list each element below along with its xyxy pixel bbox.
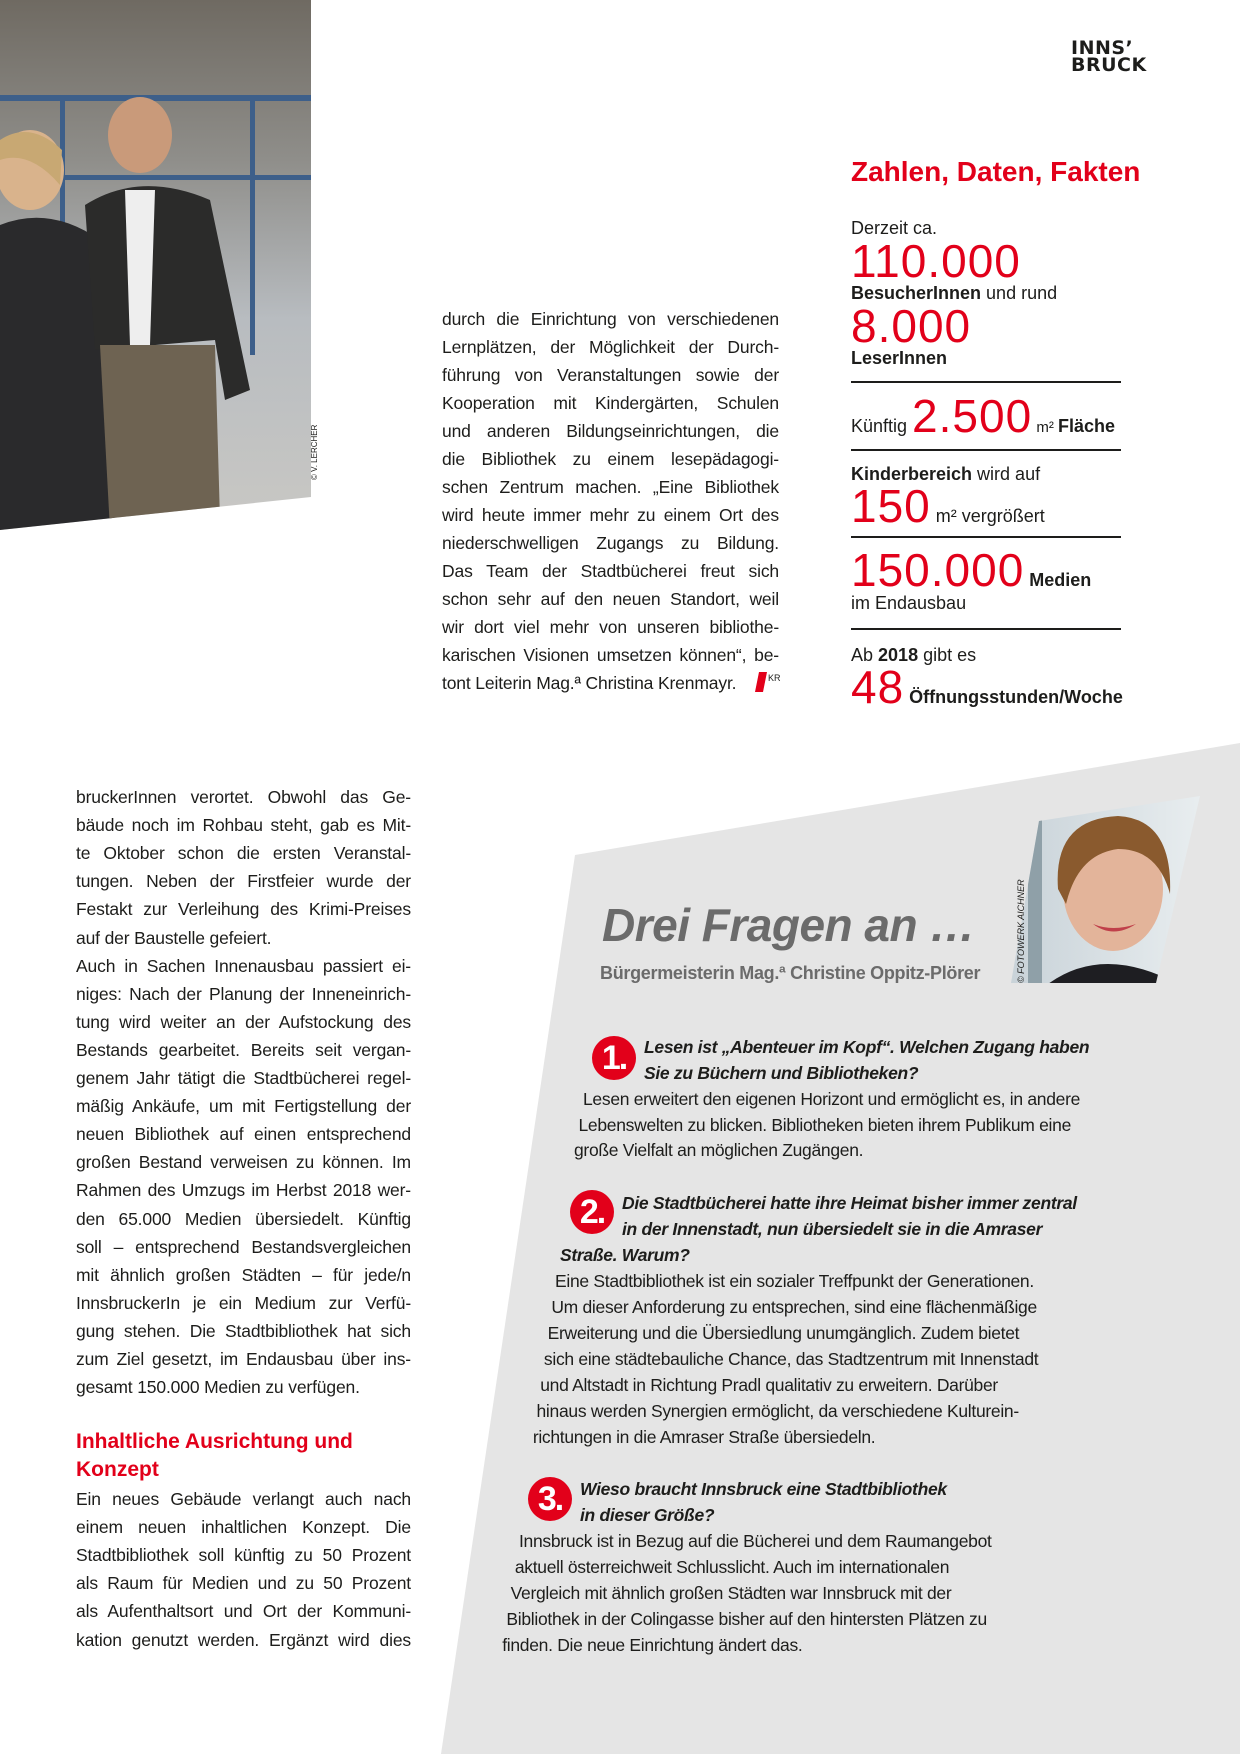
text-line: Kooperation mit Kindergärten, Schulen — [442, 393, 779, 413]
fact-area — [851, 390, 1116, 451]
fact-hours-bold: Öffnungsstunden/Woche — [904, 687, 1123, 707]
fact-hours — [851, 661, 1123, 720]
fact-media-number: 150.000 — [851, 544, 1025, 596]
logo-line-2: BRUCK — [1071, 54, 1147, 76]
text-line: Lesen ist „Abenteuer im Kopf“. Welchen Zugang haben — [644, 1037, 1090, 1057]
text-line: niges: Nach der Planung der Inneneinrich- — [76, 983, 411, 1004]
text-line: großen Bestand verweisen zu können. Im — [76, 1152, 411, 1173]
text-line: und Altstadt in Richtung Pradl qualitativ zu erweitern. Darüber — [540, 1375, 998, 1395]
fact-kids-tail: wird auf — [972, 464, 1041, 484]
text-line: Bibliothek in der Colingasse bisher auf den hintersten Plätzen zu — [506, 1609, 987, 1629]
mayor-portrait — [1008, 794, 1204, 986]
fact-hours-year: 2018 — [878, 645, 919, 665]
text-line: Stadtbibliothek soll künftig zu 50 Prozent — [76, 1545, 411, 1566]
text-line: wird heute immer mehr zu einem Ort des — [442, 505, 779, 525]
text-line: Eine Stadtbibliothek ist ein sozialer Treffpunkt der Generationen. — [555, 1271, 1034, 1291]
fact-readers-label: LeserInnen — [851, 348, 948, 368]
text-line: Erweiterung und die Übersiedlung unumgänglich. Zudem bietet — [547, 1323, 1020, 1343]
text-line: als Raum für Medien und zu 50 Prozent — [76, 1573, 411, 1594]
text-line: und anderen Bildungseinrichtungen, die — [442, 421, 779, 441]
fact-area-unit: m² — [1032, 419, 1058, 436]
fact-kids-area — [851, 480, 1045, 539]
text-line: neuen Bibliothek auf einen entsprechend — [76, 1124, 411, 1145]
interview-subtitle: Bürgermeisterin Mag.ª Christine Oppitz-Plörer — [600, 963, 981, 983]
text-line: schon sehr auf den neuen Standort, weil — [442, 589, 779, 609]
text-line: schen Zentrum machen. „Eine Bibliothek — [442, 477, 779, 497]
question-number-3: 3. — [528, 1477, 572, 1521]
portrait-credit: © FOTOWERK AICHNER — [1016, 879, 1026, 983]
text-line: die Bibliothek zu einem lesepädagogi- — [442, 449, 779, 469]
fact-visitors-tail: und rund — [981, 283, 1058, 303]
text-line: gung stehen. Die Stadtbibliothek hat sich — [76, 1320, 411, 1341]
divider — [851, 449, 1121, 451]
text-line: auf der Baustelle gefeiert. — [76, 927, 272, 948]
text-line: gesamt 150.000 Medien zu verfügen. — [76, 1377, 360, 1398]
text-line: Wieso braucht Innsbruck eine Stadtbibliothek — [580, 1479, 947, 1499]
text-line: Um dieser Anforderung zu entsprechen, sind eine flächenmäßige — [551, 1297, 1037, 1317]
text-line: bruckerInnen verortet. Obwohl das Ge- — [76, 787, 411, 807]
question-number-2: 2. — [570, 1190, 614, 1234]
question-2 — [560, 1190, 1077, 1268]
logo-line-1: INNS’ — [1071, 37, 1134, 59]
text-line: Das Team der Stadtbücherei freut sich — [442, 561, 779, 581]
construction-site-photo — [0, 0, 312, 532]
text-line: finden. Die neue Einrichtung ändert das. — [502, 1635, 803, 1655]
text-line: Vergleich mit ähnlich großen Städten war Innsbruck mit der — [510, 1583, 952, 1603]
text-line: kation genutzt werden. Ergänzt wird dies — [76, 1629, 411, 1650]
fact-hours-tail: gibt es — [918, 645, 977, 665]
text-line: führung von Veranstaltungen sowie der — [442, 365, 779, 385]
divider — [851, 381, 1121, 383]
text-line: hinaus werden Synergien ermöglicht, da verschiedene Kulturein- — [536, 1401, 1019, 1421]
text-line: durch die Einrichtung von verschiedenen — [442, 309, 779, 329]
fact-hours-number: 48 — [851, 661, 905, 713]
end-mark-icon — [755, 672, 767, 692]
text-line: Lernplätzen, der Möglichkeit der Durch- — [442, 337, 779, 357]
fact-visitors-number: 110.000 — [851, 235, 1021, 287]
fact-hours-pre: Ab — [851, 645, 879, 665]
text-line: Sie zu Büchern und Bibliotheken? — [644, 1062, 919, 1083]
question-number-1: 1. — [592, 1036, 636, 1080]
text-line: Festakt zur Verleihung des Krimi-Preises — [76, 899, 411, 920]
text-line: große Vielfalt an möglichen Zugängen. — [574, 1140, 864, 1161]
text-line: Lesen erweitert den eigenen Horizont und ermöglicht es, in andere — [583, 1089, 1081, 1109]
photo-credit: © V. LERCHER — [310, 424, 319, 480]
text-line: soll – entsprechend Bestandsvergleichen — [76, 1236, 411, 1257]
fact-kids-number: 150 — [851, 480, 931, 532]
text-line: zum Ziel gesetzt, im Endausbau über ins- — [76, 1349, 411, 1369]
author-initials: KR — [768, 673, 781, 683]
fact-media-bold: Medien — [1024, 570, 1092, 590]
text-line: bäude noch im Rohbau steht, gab es Mit- — [76, 815, 411, 836]
facts-title: Zahlen, Daten, Fakten — [851, 156, 1141, 187]
divider — [851, 628, 1121, 630]
text-line: einem neuen inhaltlichen Konzept. Die — [76, 1517, 411, 1538]
text-line: richtungen in die Amraser Straße übersiedeln. — [532, 1427, 876, 1447]
text-line: niederschwelligen Zugangs zu Bildung. — [442, 533, 779, 553]
fact-kids-unit: m² vergrößert — [930, 506, 1045, 526]
interview-title: Drei Fragen an … — [602, 899, 975, 951]
text-line: Konzept — [76, 1458, 159, 1481]
text-line: in dieser Größe? — [580, 1505, 715, 1525]
text-line: Bestands gearbeitet. Bereits seit vergan- — [76, 1039, 411, 1060]
fact-media-sub: im Endausbau — [851, 593, 967, 613]
text-line: Inhaltliche Ausrichtung und — [76, 1430, 353, 1453]
text-line: Lebenswelten zu blicken. Bibliotheken bieten ihrem Publikum eine — [578, 1114, 1071, 1135]
text-line: wir dort viel mehr von unseren bibliothe- — [442, 617, 779, 637]
text-line: tung wird weiter an der Aufstockung des — [76, 1011, 411, 1032]
text-line: Auch in Sachen Innenausbau passiert ei- — [76, 955, 411, 976]
text-line: tungen. Neben der Firstfeier wurde der — [76, 871, 411, 892]
fact-intro: Derzeit ca. — [851, 218, 938, 238]
fact-area-bold: Fläche — [1058, 416, 1116, 436]
text-line: Innsbruck ist in Bezug auf die Bücherei und dem Raumangebot — [519, 1531, 992, 1551]
question-2-line: Straße. Warum? — [560, 1245, 690, 1265]
text-line: sich eine städtebauliche Chance, das Stadtzentrum mit Innenstadt — [543, 1349, 1039, 1369]
fact-area-pre: Künftig — [851, 416, 913, 436]
text-line: karischen Visionen umsetzen können“, be- — [442, 645, 779, 665]
text-line: tont Leiterin Mag.ª Christina Krenmayr. — [442, 673, 737, 693]
fact-kids-bold: Kinderbereich — [851, 464, 973, 484]
text-line: InnsbruckerIn je ein Medium zur Verfü- — [76, 1292, 411, 1313]
text-line: als Aufenthaltsort und Ort der Kommuni- — [76, 1601, 411, 1622]
text-line: Rahmen des Umzugs im Herbst 2018 wer- — [76, 1180, 411, 1201]
text-line: mit ähnlich großen Städten – für jede/n — [76, 1264, 411, 1285]
text-line: mäßig Ankäufe, um mit Fertigstellung der — [76, 1096, 411, 1117]
text-line: Ein neues Gebäude verlangt auch nach — [76, 1489, 411, 1509]
text-line: genem Jahr tätigt die Stadtbücherei regel- — [76, 1068, 411, 1088]
text-line: aktuell österreichweit Schlusslicht. Auch im internationalen — [514, 1557, 950, 1577]
innsbruck-logo — [1071, 37, 1147, 76]
text-line: den 65.000 Medien übersiedelt. Künftig — [76, 1208, 411, 1229]
fact-readers-number: 8.000 — [851, 300, 972, 352]
fact-visitors-bold: BesucherInnen — [851, 283, 982, 303]
divider — [851, 536, 1121, 538]
question-2-line: in der Innenstadt, nun übersiedelt sie in die Amraser — [622, 1219, 1043, 1239]
fact-area-number: 2.500 — [912, 390, 1033, 442]
text-line: te Oktober schon die ersten Veranstal- — [76, 843, 411, 864]
question-2-line: Die Stadtbücherei hatte ihre Heimat bisher immer zentral — [622, 1193, 1077, 1213]
